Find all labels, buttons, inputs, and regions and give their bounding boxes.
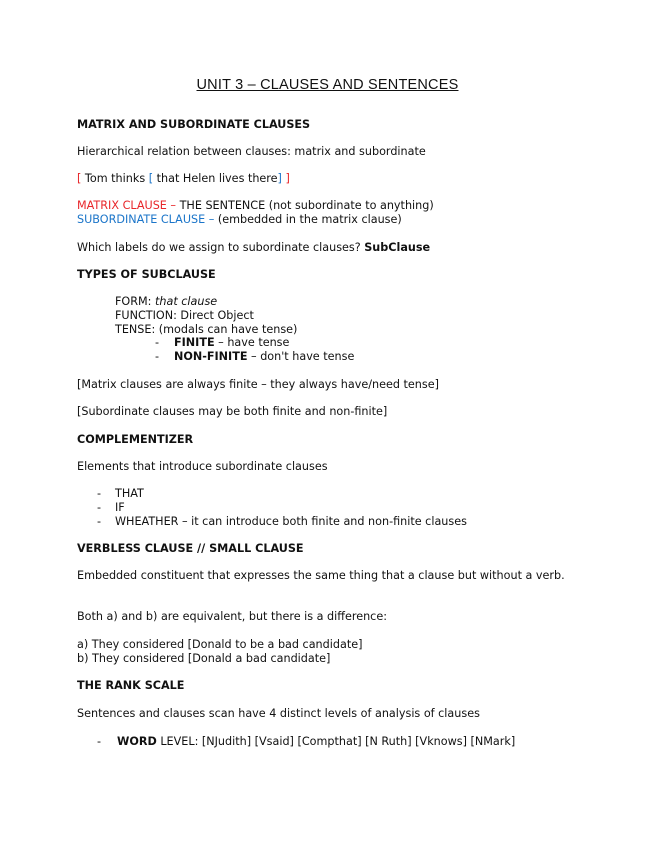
non-finite-term: NON-FINITE <box>174 350 248 363</box>
bullet-dash: - <box>97 487 102 500</box>
bullet-dash: - <box>97 735 102 748</box>
finite-term: FINITE <box>174 336 215 349</box>
matrix-clause-text: THE SENTENCE (not subordinate to anything) <box>176 199 434 212</box>
bracket-open-outer: [ <box>77 172 82 185</box>
subordinate-clause-definition <box>77 213 402 227</box>
bullet-dash: - <box>97 515 102 528</box>
form-line <box>115 295 217 309</box>
matrix-clause-label: MATRIX CLAUSE – <box>77 199 177 212</box>
question-labels <box>77 241 430 255</box>
bracket-close-outer: ] <box>281 172 290 185</box>
list-item-if: IF <box>115 501 125 514</box>
question-text: Which labels do we assign to subordinate clauses? <box>77 241 365 254</box>
word-level-term: WORD <box>117 735 157 748</box>
example-a: a) They considered [Donald to be a bad candidate] <box>77 638 363 651</box>
bracket-close-inner: ] <box>277 172 282 185</box>
list-item-finite <box>174 336 289 350</box>
note-subordinate-finite: [Subordinate clauses may be both finite and non-finite] <box>77 405 388 418</box>
bracket-open-inner: [ <box>148 172 154 185</box>
heading-complementizer: COMPLEMENTIZER <box>77 433 194 446</box>
word-level-desc: LEVEL: [NJudith] [Vsaid] [Compthat] [N Ruth] [Vknows] [NMark] <box>156 735 516 748</box>
bullet-dash: - <box>155 336 160 349</box>
paragraph-complementizer: Elements that introduce subordinate clauses <box>77 460 328 473</box>
finite-desc: – have tense <box>214 336 290 349</box>
example-text-b: that Helen lives there <box>153 172 278 185</box>
heading-types-of-subclause: TYPES OF SUBCLAUSE <box>77 268 216 281</box>
heading-rank-scale: THE RANK SCALE <box>77 679 185 692</box>
tense-line: TENSE: (modals can have tense) <box>115 323 298 336</box>
heading-verbless-clause: VERBLESS CLAUSE // SMALL CLAUSE <box>77 542 304 555</box>
matrix-clause-definition <box>77 199 434 213</box>
non-finite-desc: – don't have tense <box>247 350 355 363</box>
form-value: that clause <box>155 295 218 308</box>
note-matrix-finite: [Matrix clauses are always finite – they always have/need tense] <box>77 378 439 391</box>
list-item-word-level <box>117 735 515 749</box>
paragraph-equivalent: Both a) and b) are equivalent, but there is a difference: <box>77 610 387 623</box>
paragraph-rank-scale: Sentences and clauses scan have 4 distinct levels of analysis of clauses <box>77 707 480 720</box>
heading-matrix-subordinate: MATRIX AND SUBORDINATE CLAUSES <box>77 118 311 131</box>
subordinate-clause-label: SUBORDINATE CLAUSE – <box>77 213 215 226</box>
list-item-that: THAT <box>115 487 144 500</box>
example-bracketed <box>77 172 290 186</box>
paragraph-hierarchical: Hierarchical relation between clauses: matrix and subordinate <box>77 145 426 158</box>
paragraph-embedded-constituent: Embedded constituent that expresses the same thing that a clause but without a verb. <box>77 569 565 582</box>
function-line: FUNCTION: Direct Object <box>115 309 254 322</box>
page-title: UNIT 3 – CLAUSES AND SENTENCES <box>196 77 459 93</box>
example-b: b) They considered [Donald a bad candidate] <box>77 652 331 665</box>
subordinate-clause-text: (embedded in the matrix clause) <box>214 213 402 226</box>
answer-text: SubClause <box>364 241 431 254</box>
form-label: FORM: <box>115 295 155 308</box>
bullet-dash: - <box>155 350 160 363</box>
example-text-a: Tom thinks <box>81 172 149 185</box>
bullet-dash: - <box>97 501 102 514</box>
list-item-non-finite <box>174 350 354 364</box>
list-item-wheather: WHEATHER – it can introduce both finite and non-finite clauses <box>115 515 467 528</box>
